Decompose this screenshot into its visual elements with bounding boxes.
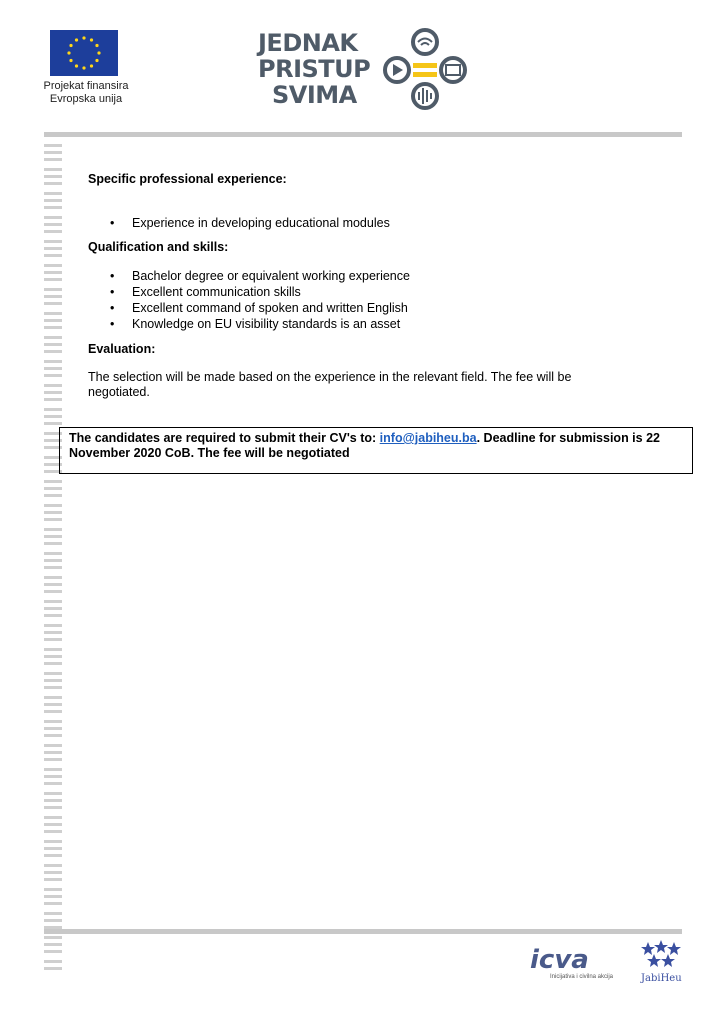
eu-caption-line2: Evropska unija <box>49 93 123 105</box>
left-bar-dash <box>44 816 62 819</box>
left-bar-dash <box>44 936 62 939</box>
eu-star-icon <box>97 51 100 54</box>
eu-flag-logo <box>50 30 118 76</box>
eu-star-icon <box>75 38 78 41</box>
email-link[interactable]: info@jabiheu.ba <box>379 431 477 445</box>
left-bar-dash <box>44 552 62 555</box>
eu-caption-line1: Projekat finansira <box>43 80 129 92</box>
eu-star-icon <box>95 44 98 47</box>
left-bar-dash <box>44 614 62 617</box>
left-bar-dash <box>44 751 62 754</box>
left-bar-dash <box>44 648 62 651</box>
left-bar-dash <box>44 888 62 891</box>
left-bar-dash <box>44 168 62 171</box>
left-bar-dash <box>44 686 62 689</box>
left-bar-dash <box>44 144 62 147</box>
left-bar-dash <box>44 703 62 706</box>
left-bar-dash <box>44 278 62 281</box>
left-bar-dash <box>44 926 62 929</box>
eu-star-icon <box>69 44 72 47</box>
left-bar-dash <box>44 878 62 881</box>
list-item: • Experience in developing educational modules <box>110 215 390 231</box>
left-bar-dash <box>44 710 62 713</box>
left-bar-dash <box>44 271 62 274</box>
logo-line2: PRISTUP <box>258 55 371 83</box>
list-item: • Knowledge on EU visibility standards is an asset <box>110 316 410 332</box>
left-bar-dash <box>44 590 62 593</box>
left-bar-dash <box>44 542 62 545</box>
left-bar-dash <box>44 511 62 514</box>
left-bar-dash <box>44 480 62 483</box>
logo-line3: SVIMA <box>272 81 357 109</box>
icva-logo-text: icva <box>530 945 589 975</box>
left-bar-dash <box>44 792 62 795</box>
left-bar-dash <box>44 631 62 634</box>
submission-notice <box>69 431 689 461</box>
left-bar-dash <box>44 583 62 586</box>
left-bar-dash <box>44 655 62 658</box>
left-bar-dash <box>44 415 62 418</box>
left-bar-dash <box>44 895 62 898</box>
media-icons-logo <box>380 26 470 110</box>
left-bar-dash <box>44 391 62 394</box>
evaluation-heading: Evaluation: <box>88 342 156 356</box>
left-bar-dash <box>44 758 62 761</box>
left-bar-dash <box>44 494 62 497</box>
eu-star-icon <box>67 51 70 54</box>
left-bar-dash <box>44 864 62 867</box>
left-bar-dash <box>44 559 62 562</box>
left-bar-dash <box>44 384 62 387</box>
icva-logo <box>528 944 620 980</box>
left-bar-dash <box>44 199 62 202</box>
left-bar-dash <box>44 950 62 953</box>
left-bar-dash <box>44 662 62 665</box>
left-bar-dash <box>44 374 62 377</box>
left-bar-dash <box>44 624 62 627</box>
left-bar-dash <box>44 871 62 874</box>
left-bar-dash <box>44 192 62 195</box>
left-bar-dash <box>44 216 62 219</box>
left-bar-dash <box>44 504 62 507</box>
list-item: • Excellent communication skills <box>110 284 410 300</box>
left-bar-dash <box>44 679 62 682</box>
left-bar-dash <box>44 319 62 322</box>
left-bar-dash <box>44 854 62 857</box>
left-bar-dash <box>44 223 62 226</box>
left-bar-dash <box>44 254 62 257</box>
left-bar-dash <box>44 326 62 329</box>
eu-star-icon <box>95 59 98 62</box>
jednak-pristup-svima-logo <box>258 30 378 108</box>
left-bar-dash <box>44 288 62 291</box>
left-bar-dash <box>44 158 62 161</box>
eu-caption <box>38 80 134 106</box>
left-bar-dash <box>44 727 62 730</box>
left-bar-dash <box>44 422 62 425</box>
left-bar-dash <box>44 943 62 946</box>
jabiheu-logo <box>640 940 682 984</box>
left-bar-dash <box>44 398 62 401</box>
left-bar-dash <box>44 576 62 579</box>
left-bar-dash <box>44 247 62 250</box>
left-bar-dash <box>44 264 62 267</box>
left-bar-dash <box>44 312 62 315</box>
left-bar-dash <box>44 919 62 922</box>
left-bar-dash <box>44 830 62 833</box>
left-bar-dash <box>44 840 62 843</box>
left-bar-dash <box>44 535 62 538</box>
notice-suffix: . Deadline for submission is 22 November 2020 CoB. The fee will be negotiated <box>69 431 660 460</box>
left-bar-dash <box>44 720 62 723</box>
left-bar-dash <box>44 487 62 490</box>
left-bar-dash <box>44 607 62 610</box>
left-bar-dash <box>44 960 62 963</box>
left-bar-dash <box>44 566 62 569</box>
left-bar-dash <box>44 768 62 771</box>
eu-star-icon <box>82 66 85 69</box>
left-bar-dash <box>44 744 62 747</box>
left-bar-dash <box>44 336 62 339</box>
left-bar-dash <box>44 600 62 603</box>
eu-star-icon <box>90 38 93 41</box>
left-bar-dash <box>44 230 62 233</box>
experience-list <box>110 215 390 231</box>
left-bar-dash <box>44 240 62 243</box>
list-item: • Bachelor degree or equivalent working experience <box>110 268 410 284</box>
left-bar-dash <box>44 638 62 641</box>
left-bar-dash <box>44 806 62 809</box>
left-bar-dash <box>44 182 62 185</box>
left-bar-dash <box>44 823 62 826</box>
left-bar-dash <box>44 175 62 178</box>
left-bar-dash <box>44 518 62 521</box>
left-bar-dash <box>44 847 62 850</box>
eu-star-icon <box>75 64 78 67</box>
qualification-heading: Qualification and skills: <box>88 240 229 254</box>
bottom-rule <box>44 929 682 934</box>
experience-heading: Specific professional experience: <box>88 172 287 186</box>
left-bar-dash <box>44 360 62 363</box>
left-bar-dash <box>44 408 62 411</box>
evaluation-text: The selection will be made based on the experience in the relevant field. The fee will be negotiated. <box>88 370 572 399</box>
left-bar-dash <box>44 734 62 737</box>
left-bar-dash <box>44 912 62 915</box>
left-bar-dash <box>44 967 62 970</box>
list-item: • Excellent command of spoken and written English <box>110 300 410 316</box>
left-bar-dash <box>44 775 62 778</box>
eu-star-icon <box>69 59 72 62</box>
left-bar-dash <box>44 672 62 675</box>
logo-line1: JEDNAK <box>258 29 358 57</box>
top-rule <box>44 132 682 137</box>
left-bar-dash <box>44 343 62 346</box>
left-bar-dash <box>44 528 62 531</box>
qualification-list <box>110 268 410 332</box>
icva-caption: Inicijativa i civilna akcija <box>550 974 614 980</box>
left-bar-dash <box>44 367 62 370</box>
left-bar-dash <box>44 799 62 802</box>
notice-prefix: The candidates are required to submit their CV's to: <box>69 431 380 445</box>
left-bar-dash <box>44 350 62 353</box>
left-bar-dash <box>44 295 62 298</box>
eu-star-icon <box>90 64 93 67</box>
left-bar-dash <box>44 206 62 209</box>
left-bar-dash <box>44 696 62 699</box>
left-bar-dash <box>44 902 62 905</box>
eu-star-icon <box>82 36 85 39</box>
left-bar-dash <box>44 782 62 785</box>
left-bar-dash <box>44 302 62 305</box>
left-bar-dash <box>44 151 62 154</box>
jabiheu-logo-text: JabiHeu <box>641 973 682 984</box>
